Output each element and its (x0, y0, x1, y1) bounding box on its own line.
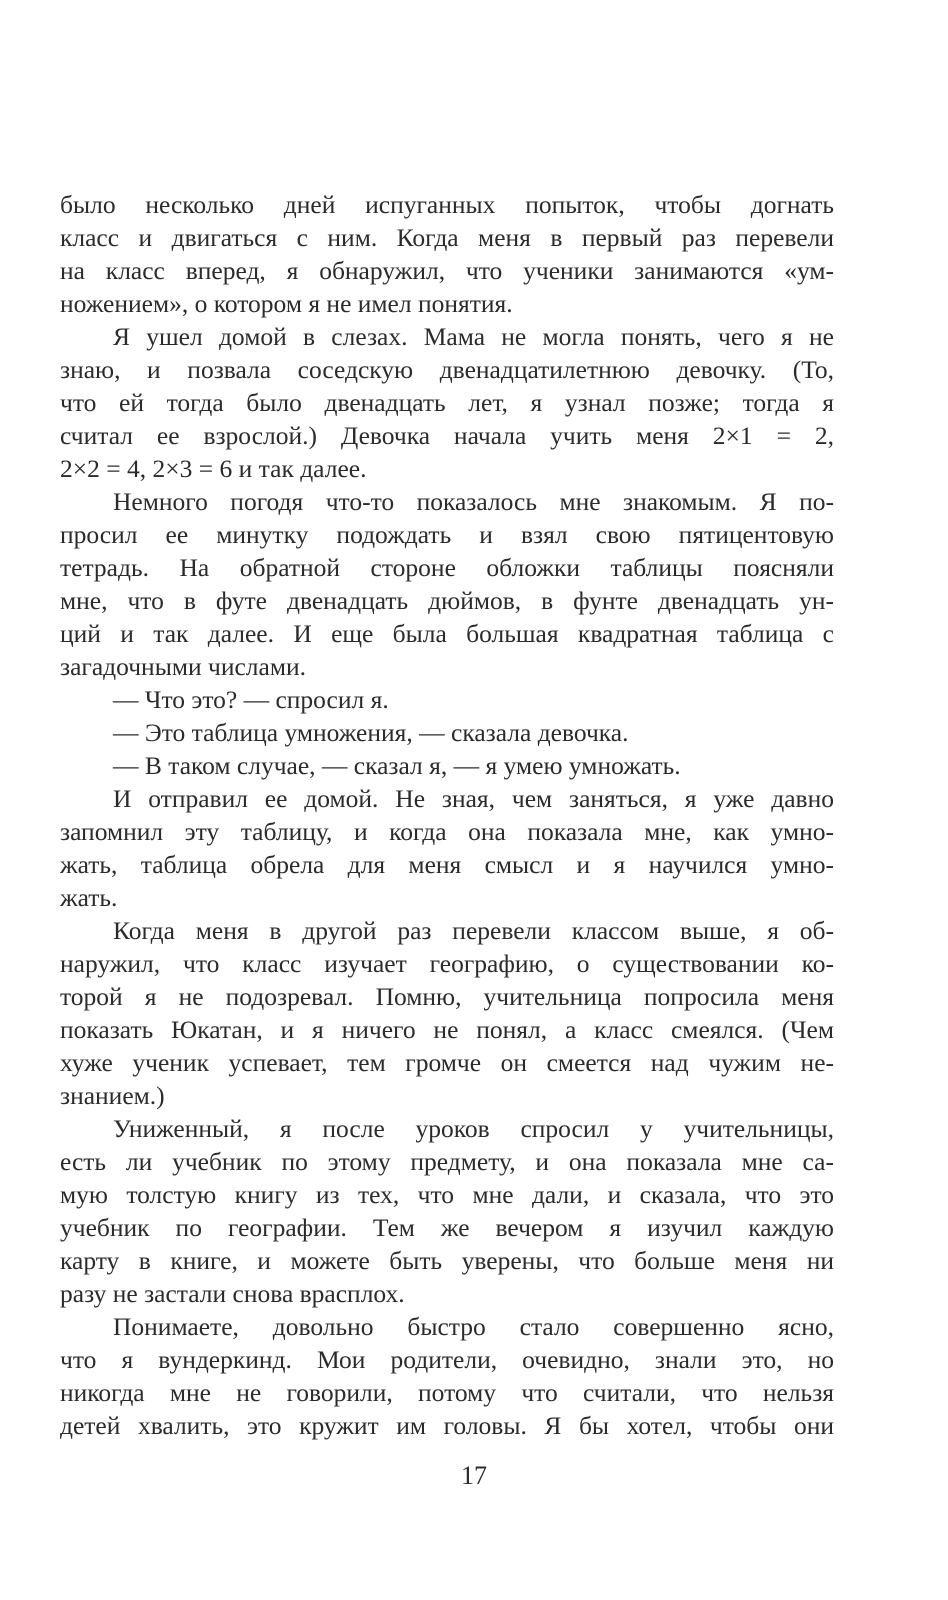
text-line: жать. (60, 883, 118, 912)
text-line: считал ее взрослой.) Девочка начала учить меня 2×1 = 2, (60, 421, 834, 450)
text-line: Я ушел домой в слезах. Мама не могла понять, чего я не (113, 322, 834, 351)
text-line: — Это таблица умножения, — сказала девочка. (113, 718, 629, 747)
text-line: И отправил ее домой. Не зная, чем заняться, я уже давно (113, 784, 834, 813)
text-line: показать Юкатан, и я ничего не понял, а класс смеялся. (Чем (60, 1015, 834, 1044)
text-line: хуже ученик успевает, тем громче он смеется над чужим не- (60, 1048, 834, 1077)
text-line: Когда меня в другой раз перевели классом выше, я об- (113, 916, 834, 945)
text-line: класс и двигаться с ним. Когда меня в первый раз перевели (60, 223, 834, 252)
text-line: есть ли учебник по этому предмету, и она показала мне са- (60, 1147, 834, 1176)
text-line: тетрадь. На обратной стороне обложки таблицы поясняли (60, 553, 834, 582)
text-line: просил ее минутку подождать и взял свою пятицентовую (60, 520, 834, 549)
text-line: что ей тогда было двенадцать лет, я узнал позже; тогда я (60, 388, 834, 417)
page-number: 17 (461, 1461, 487, 1490)
text-line: наружил, что класс изучает географию, о существовании ко- (60, 949, 834, 978)
text-line: — В таком случае, — сказал я, — я умею умножать. (113, 751, 681, 780)
text-line: Немного погодя что-то показалось мне знакомым. Я по- (113, 487, 834, 516)
text-line: на класс вперед, я обнаружил, что ученики занимаются «ум- (60, 256, 834, 285)
text-line: 2×2 = 4, 2×3 = 6 и так далее. (60, 454, 367, 483)
text-line: жать, таблица обрела для меня смысл и я научился умно- (60, 850, 834, 879)
text-line: было несколько дней испуганных попыток, чтобы догнать (60, 190, 834, 219)
page-text-block (60, 188, 834, 1442)
text-line: карту в книге, и можете быть уверены, что больше меня ни (60, 1246, 834, 1275)
text-line: торой я не подозревал. Помню, учительница попросила меня (60, 982, 834, 1011)
text-line: Понимаете, довольно быстро стало совершенно ясно, (113, 1312, 834, 1341)
text-line: загадочными числами. (60, 652, 306, 681)
text-line: ций и так далее. И еще была большая квадратная таблица с (60, 619, 834, 648)
text-line: разу не застали снова врасплох. (60, 1279, 405, 1308)
text-line: детей хвалить, это кружит им головы. Я бы хотел, чтобы они (60, 1411, 834, 1440)
text-line: Униженный, я после уроков спросил у учительницы, (113, 1114, 834, 1143)
text-line: знаю, и позвала соседскую двенадцатилетнюю девочку. (То, (60, 355, 834, 384)
text-line: знанием.) (60, 1081, 165, 1110)
text-line: — Что это? — спросил я. (113, 685, 389, 714)
text-line: мую толстую книгу из тех, что мне дали, и сказала, что это (60, 1180, 834, 1209)
text-line: никогда мне не говорили, потому что считали, что нельзя (60, 1378, 834, 1407)
text-line: учебник по географии. Тем же вечером я изучил каждую (60, 1213, 834, 1242)
text-line: ножением», о котором я не имел понятия. (60, 289, 513, 318)
text-line: что я вундеркинд. Мои родители, очевидно, знали это, но (60, 1345, 834, 1374)
text-line: мне, что в футе двенадцать дюймов, в фунте двенадцать ун- (60, 586, 834, 615)
text-line: запомнил эту таблицу, и когда она показала мне, как умно- (60, 817, 834, 846)
